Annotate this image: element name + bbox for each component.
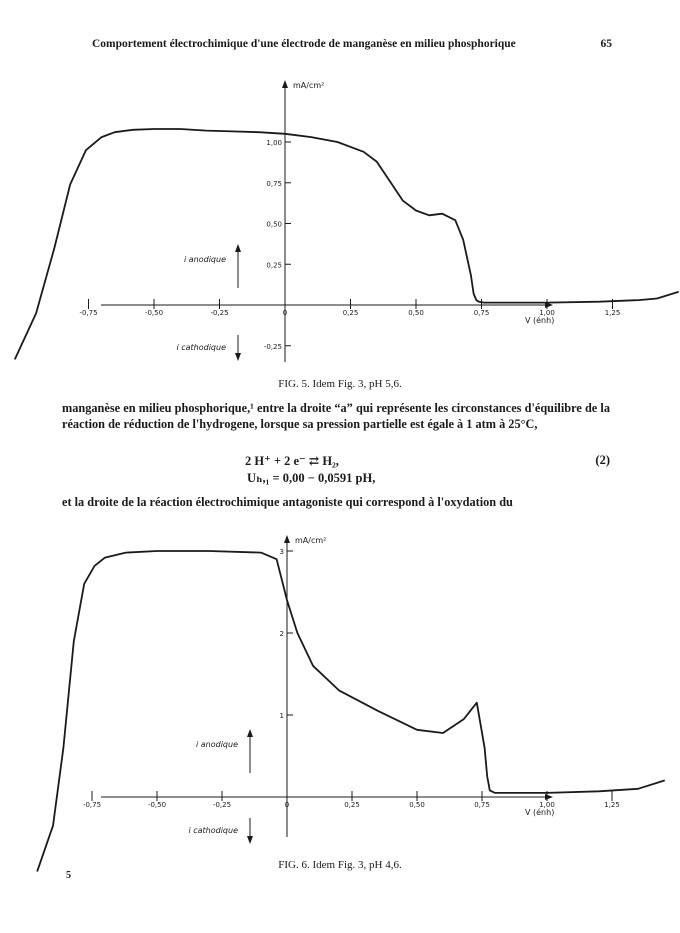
x-tick-label: -0,50: [144, 309, 164, 317]
equation-2: Uₕ,₁ = 0,00 − 0,0591 pH,: [247, 471, 376, 485]
anodic-label: i anodique: [183, 255, 226, 264]
x-tick-label: -0,75: [82, 801, 102, 809]
y-tick-label: 1,00: [266, 139, 282, 147]
series-line: [37, 551, 664, 871]
x-tick-label: -0,25: [212, 801, 232, 809]
x-tick-label: -0,25: [210, 309, 229, 317]
y-tick-label: 0,75: [266, 179, 282, 188]
x-tick-label: 1,25: [604, 309, 621, 317]
y-axis-arrow: [282, 80, 288, 88]
x-tick-label: 0,50: [409, 801, 425, 809]
page-number: 65: [600, 38, 612, 50]
figure-5-caption: FIG. 5. Idem Fig. 3, pH 5,6.: [278, 378, 402, 390]
y-tick-label: 1: [279, 712, 284, 720]
x-axis-arrow: [545, 794, 553, 800]
footer-mark: 5: [66, 870, 71, 881]
anodic-label: i anodique: [195, 740, 238, 749]
x-axis-label: V (énh): [525, 316, 555, 325]
running-header: [92, 38, 612, 50]
y-tick-label: 0,25: [266, 261, 282, 270]
equation-1: 2 H⁺ + 2 e⁻ ⇄ H₂,: [245, 454, 339, 468]
x-tick-label: 0,75: [473, 309, 490, 317]
y-axis-arrow: [284, 535, 290, 543]
x-tick-label: 0,25: [342, 309, 359, 317]
y-tick-label: 2: [279, 630, 284, 638]
cathodic-arrow-head: [235, 353, 241, 361]
cathodic-arrow-head: [247, 836, 253, 844]
cathodic-label: i cathodique: [176, 343, 226, 352]
anodic-arrow-head: [235, 244, 241, 252]
x-tick-label: 0,50: [408, 309, 424, 317]
anodic-arrow-head: [247, 729, 253, 737]
x-tick-label: 0: [282, 309, 288, 317]
x-tick-label: 0: [284, 801, 290, 809]
paragraph-2: et la droite de la réaction électrochimique antagoniste qui correspond à l'oxydation du: [62, 495, 513, 509]
x-tick-label: -0,75: [79, 309, 98, 317]
equation-1-number: (2): [595, 453, 610, 467]
x-tick-label: 1,00: [539, 309, 555, 317]
cathodic-label: i cathodique: [188, 826, 238, 835]
x-tick-label: 0,25: [344, 801, 360, 809]
y-tick-label: 0,50: [266, 220, 282, 229]
paragraph-1: manganèse en milieu phosphorique,¹ entre la droite “a” qui représente les circonstances d'équilibre de la réaction de réduction de l'hydrogene, lorsque sa pression partielle est égale à 1 atm à 25°C,: [62, 401, 610, 431]
x-axis-label: V (énh): [525, 808, 555, 817]
figure-6-caption: FIG. 6. Idem Fig. 3, pH 4,6.: [278, 859, 402, 871]
y-axis-label: mA/cm²: [295, 536, 327, 545]
y-tick-label: 3: [279, 548, 284, 556]
series-line: [15, 129, 678, 359]
y-axis-label: mA/cm²: [293, 81, 325, 90]
figure-6-chart: [0, 525, 680, 845]
header-title: Comportement électrochimique d'une électrode de manganèse en milieu phosphorique: [92, 38, 516, 50]
x-tick-label: -0,50: [147, 801, 167, 809]
figure-5-chart: [0, 60, 680, 370]
y-tick-label: -0,25: [263, 342, 282, 351]
x-tick-label: 1,25: [604, 801, 620, 809]
x-tick-label: 1,00: [539, 801, 555, 809]
x-tick-label: 0,75: [474, 801, 490, 809]
